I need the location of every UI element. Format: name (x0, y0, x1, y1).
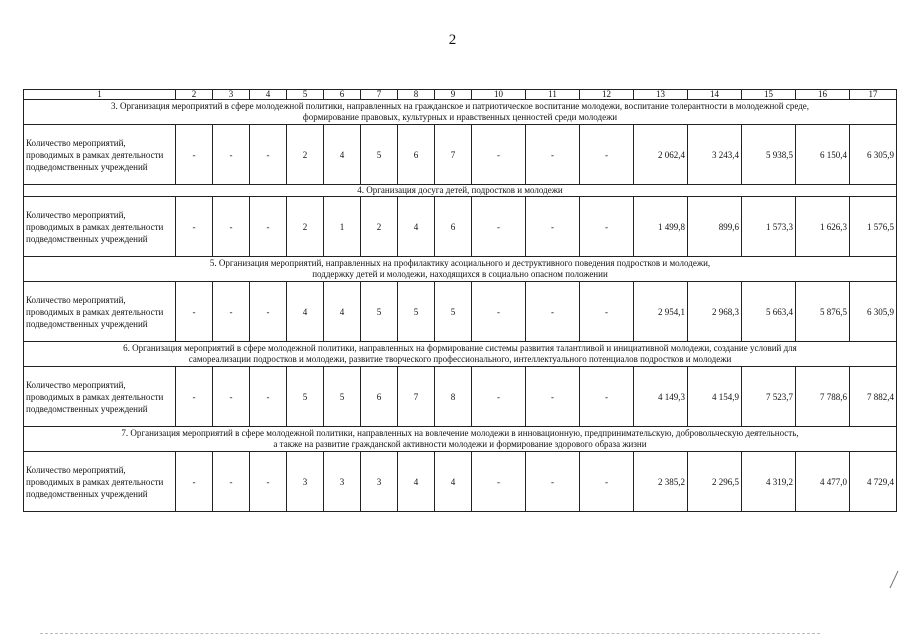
value-cell: 5 876,5 (796, 282, 850, 342)
section-title (24, 185, 897, 197)
value-cell: - (213, 452, 250, 512)
value-cell: 899,6 (688, 197, 742, 257)
value-cell: 4 (398, 197, 435, 257)
section-title (24, 100, 897, 125)
value-cell: 2 954,1 (634, 282, 688, 342)
row-label: Количество мероприятий, проводимых в рамках деятельности подведомственных учреждений (24, 125, 176, 185)
section-title (24, 342, 897, 367)
value-cell: 7 882,4 (850, 367, 897, 427)
value-cell: 5 (398, 282, 435, 342)
value-cell: - (250, 125, 287, 185)
value-cell: 6 305,9 (850, 125, 897, 185)
column-number: 7 (361, 90, 398, 100)
section-title (24, 257, 897, 282)
value-cell: - (472, 125, 526, 185)
value-cell: 4 (287, 282, 324, 342)
value-cell: 8 (435, 367, 472, 427)
value-cell: - (472, 452, 526, 512)
table-row (24, 125, 897, 185)
column-number: 1 (24, 90, 176, 100)
page-number: 2 (448, 32, 457, 48)
value-cell: 3 (361, 452, 398, 512)
footer-rule (40, 633, 820, 634)
value-cell: 7 523,7 (742, 367, 796, 427)
value-cell: 6 (435, 197, 472, 257)
value-cell: - (526, 282, 580, 342)
value-cell: - (213, 282, 250, 342)
pen-mark (888, 570, 900, 590)
column-number: 14 (688, 90, 742, 100)
indicators-table (23, 89, 897, 512)
value-cell: 5 (361, 282, 398, 342)
column-number: 3 (213, 90, 250, 100)
value-cell: 3 (287, 452, 324, 512)
value-cell: 6 (361, 367, 398, 427)
value-cell: 7 (435, 125, 472, 185)
value-cell: - (472, 367, 526, 427)
value-cell: - (526, 125, 580, 185)
value-cell: 2 062,4 (634, 125, 688, 185)
value-cell: 2 968,3 (688, 282, 742, 342)
value-cell: 4 (324, 282, 361, 342)
value-cell: 1 573,3 (742, 197, 796, 257)
column-number: 8 (398, 90, 435, 100)
value-cell: 4 (435, 452, 472, 512)
value-cell: - (526, 197, 580, 257)
value-cell: - (250, 197, 287, 257)
row-label: Количество мероприятий, проводимых в рамках деятельности подведомственных учреждений (24, 197, 176, 257)
value-cell: - (176, 282, 213, 342)
section-title-line: 6. Организация мероприятий в сфере молодежной политики, направленных на формирование системы развития талантливой и инициативной молодежи, создание условий для (123, 343, 797, 353)
value-cell: - (472, 282, 526, 342)
section-title (24, 427, 897, 452)
value-cell: - (580, 282, 634, 342)
value-cell: 1 626,3 (796, 197, 850, 257)
column-number: 9 (435, 90, 472, 100)
value-cell: - (580, 197, 634, 257)
column-number: 12 (580, 90, 634, 100)
section-title-line: а также на развитие гражданской активности молодежи и формирование здорового образа жизни (273, 439, 647, 449)
section-title-row (24, 257, 897, 282)
value-cell: - (580, 367, 634, 427)
value-cell: 4 (398, 452, 435, 512)
row-label: Количество мероприятий, проводимых в рамках деятельности подведомственных учреждений (24, 452, 176, 512)
value-cell: 5 (435, 282, 472, 342)
column-number-row (24, 90, 897, 100)
column-number: 11 (526, 90, 580, 100)
value-cell: - (176, 452, 213, 512)
section-title-line: 4. Организация досуга детей, подростков и молодежи (357, 185, 563, 195)
column-number: 13 (634, 90, 688, 100)
column-number: 17 (850, 90, 897, 100)
value-cell: 7 788,6 (796, 367, 850, 427)
section-title-row (24, 427, 897, 452)
section-title-line: формирование правовых, культурных и нравственных ценностей среди молодежи (302, 112, 618, 122)
section-title-line: 5. Организация мероприятий, направленных на профилактику асоциального и деструктивного поведения подростков и молодежи, (209, 258, 711, 268)
value-cell: 4 729,4 (850, 452, 897, 512)
value-cell: 6 150,4 (796, 125, 850, 185)
column-number: 10 (472, 90, 526, 100)
value-cell: 2 385,2 (634, 452, 688, 512)
value-cell: 1 499,8 (634, 197, 688, 257)
value-cell: 4 (324, 125, 361, 185)
value-cell: 6 (398, 125, 435, 185)
section-title-row (24, 342, 897, 367)
section-title-line: поддержку детей и молодежи, находящихся в социально опасном положении (312, 269, 608, 279)
value-cell: - (213, 367, 250, 427)
column-number: 6 (324, 90, 361, 100)
section-title-row (24, 185, 897, 197)
value-cell: - (580, 125, 634, 185)
value-cell: - (526, 452, 580, 512)
value-cell: 3 (324, 452, 361, 512)
value-cell: - (472, 197, 526, 257)
value-cell: 2 296,5 (688, 452, 742, 512)
value-cell: 4 319,2 (742, 452, 796, 512)
section-title-line: 3. Организация мероприятий в сфере молодежной политики, направленных на гражданское и патриотическое воспитание молодежи, воспитание толерантности в молодежной среде, (110, 101, 810, 111)
value-cell: 1 576,5 (850, 197, 897, 257)
value-cell: 5 (324, 367, 361, 427)
value-cell: 5 (361, 125, 398, 185)
value-cell: - (250, 282, 287, 342)
section-title-line: самореализации подростков и молодежи, развитие творческого профессионального, интеллектуального потенциалов подростков и молодежи (188, 354, 732, 364)
column-number: 15 (742, 90, 796, 100)
column-number: 5 (287, 90, 324, 100)
row-label: Количество мероприятий, проводимых в рамках деятельности подведомственных учреждений (24, 367, 176, 427)
value-cell: - (176, 197, 213, 257)
value-cell: - (213, 197, 250, 257)
section-title-line: 7. Организация мероприятий в сфере молодежной политики, направленных на вовлечение молодежи в инновационную, предпринимательскую, добровольческую деятельность, (121, 428, 799, 438)
value-cell: 5 (287, 367, 324, 427)
value-cell: - (526, 367, 580, 427)
value-cell: - (250, 452, 287, 512)
value-cell: 2 (287, 197, 324, 257)
table-row (24, 282, 897, 342)
row-label: Количество мероприятий, проводимых в рамках деятельности подведомственных учреждений (24, 282, 176, 342)
value-cell: 2 (287, 125, 324, 185)
table-row (24, 452, 897, 512)
value-cell: 5 663,4 (742, 282, 796, 342)
column-number: 2 (176, 90, 213, 100)
value-cell: - (250, 367, 287, 427)
column-number: 4 (250, 90, 287, 100)
value-cell: 2 (361, 197, 398, 257)
value-cell: 6 305,9 (850, 282, 897, 342)
value-cell: 3 243,4 (688, 125, 742, 185)
table-row (24, 197, 897, 257)
column-number: 16 (796, 90, 850, 100)
value-cell: - (213, 125, 250, 185)
value-cell: 4 477,0 (796, 452, 850, 512)
section-title-row (24, 100, 897, 125)
table-row (24, 367, 897, 427)
value-cell: 4 154,9 (688, 367, 742, 427)
value-cell: 5 938,5 (742, 125, 796, 185)
value-cell: - (176, 367, 213, 427)
value-cell: 7 (398, 367, 435, 427)
value-cell: 1 (324, 197, 361, 257)
value-cell: 4 149,3 (634, 367, 688, 427)
value-cell: - (580, 452, 634, 512)
value-cell: - (176, 125, 213, 185)
